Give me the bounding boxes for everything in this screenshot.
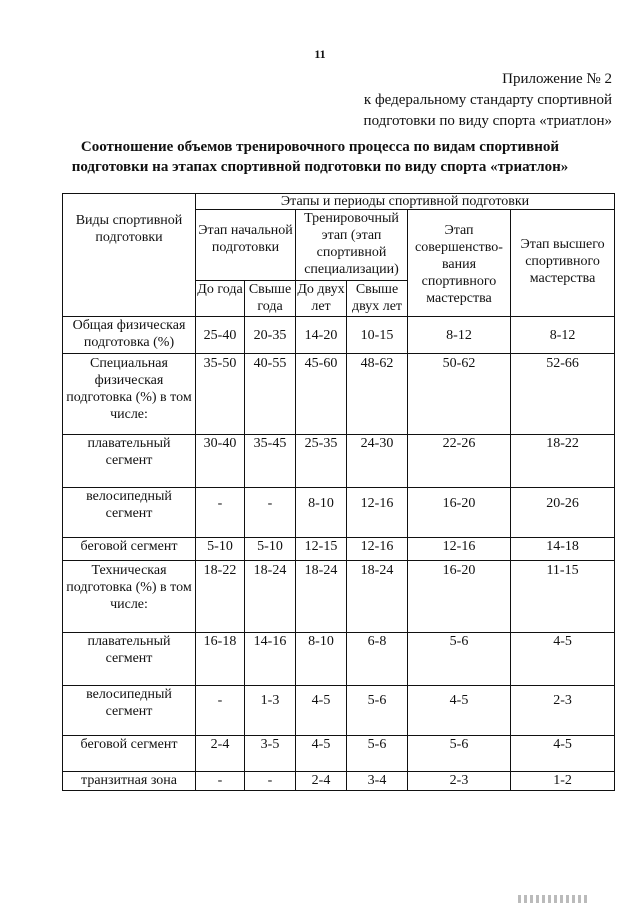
cell: 16-20 [408,561,511,633]
row-label: Специальная физическая подготовка (%) в том числе: [63,354,196,435]
cell: 6-8 [347,633,408,686]
table-row [63,538,615,561]
table-row [63,772,615,791]
cell: 18-22 [196,561,245,633]
cell: 14-20 [296,317,347,354]
cell: 5-6 [408,633,511,686]
cell: 8-10 [296,488,347,538]
cell: 3-5 [245,736,296,772]
appendix-line-3: подготовки по виду спорта «триатлон» [363,113,612,129]
page-number: 11 [314,47,326,61]
document-title [30,137,610,177]
cell: 50-62 [408,354,511,435]
header-initial-over-year: Свыше года [245,281,296,317]
cell: - [245,488,296,538]
cell: 4-5 [511,736,615,772]
header-stage-improvement: Этап совершенство-вания спортивного мастерства [408,210,511,317]
cell: 4-5 [296,686,347,736]
cell: - [196,772,245,791]
appendix-line-1: Приложение № 2 [502,71,612,87]
row-label: беговой сегмент [63,736,196,772]
cell: 18-24 [296,561,347,633]
cell: 16-18 [196,633,245,686]
cell: 30-40 [196,435,245,488]
row-label: беговой сегмент [63,538,196,561]
table-row [63,354,615,435]
table-row [63,488,615,538]
cell: 40-55 [245,354,296,435]
cell: - [196,488,245,538]
cell: 52-66 [511,354,615,435]
table-row [63,435,615,488]
header-stage-initial: Этап начальной подготовки [196,210,296,281]
cell: 14-18 [511,538,615,561]
cell: 5-6 [408,736,511,772]
table-row [63,561,615,633]
cell: - [196,686,245,736]
scan-edge-marks [518,890,638,898]
cell: 25-35 [296,435,347,488]
cell: 2-3 [511,686,615,736]
cell: 1-3 [245,686,296,736]
cell: 35-45 [245,435,296,488]
header-kinds: Виды спортивной подготовки [63,194,196,317]
cell: 20-35 [245,317,296,354]
cell: 4-5 [408,686,511,736]
cell: 8-12 [408,317,511,354]
cell: 48-62 [347,354,408,435]
cell: 45-60 [296,354,347,435]
training-volume-table [62,193,615,791]
cell: 20-26 [511,488,615,538]
cell: 35-50 [196,354,245,435]
table-row [63,686,615,736]
cell: 18-24 [347,561,408,633]
cell: 22-26 [408,435,511,488]
cell: 5-10 [196,538,245,561]
cell: 4-5 [511,633,615,686]
cell: 2-4 [196,736,245,772]
cell: 8-12 [511,317,615,354]
cell: 1-2 [511,772,615,791]
row-label: плавательный сегмент [63,633,196,686]
cell: 4-5 [296,736,347,772]
cell: 12-16 [347,488,408,538]
title-line-1: Соотношение объемов тренировочного процесса по видам спортивной [80,139,560,155]
cell: 18-22 [511,435,615,488]
cell: 11-15 [511,561,615,633]
cell: 2-4 [296,772,347,791]
cell: 14-16 [245,633,296,686]
cell: 12-16 [408,538,511,561]
cell: 5-10 [245,538,296,561]
cell: 12-16 [347,538,408,561]
cell: 12-15 [296,538,347,561]
cell: 16-20 [408,488,511,538]
cell: 8-10 [296,633,347,686]
header-stage-training: Тренировочный этап (этап спортивной специализации) [296,210,408,281]
row-label: Техническая подготовка (%) в том числе: [63,561,196,633]
cell: 10-15 [347,317,408,354]
header-stage-higher: Этап высшего спортивного мастерства [511,210,615,317]
row-label: плавательный сегмент [63,435,196,488]
title-line-2: подготовки на этапах спортивной подготовки по виду спорта «триатлон» [71,159,569,175]
cell: 3-4 [347,772,408,791]
cell: 5-6 [347,736,408,772]
cell: 5-6 [347,686,408,736]
header-stages: Этапы и периоды спортивной подготовки [196,194,615,210]
row-label: транзитная зона [63,772,196,791]
row-label: Общая физическая подготовка (%) [63,317,196,354]
cell: 24-30 [347,435,408,488]
table-row [63,317,615,354]
cell: 18-24 [245,561,296,633]
header-initial-up-to-year: До года [196,281,245,317]
header-training-over-two: Свыше двух лет [347,281,408,317]
cell: - [245,772,296,791]
cell: 25-40 [196,317,245,354]
table-row [63,736,615,772]
appendix-line-2: к федеральному стандарту спортивной [363,92,612,108]
table-row [63,633,615,686]
row-label: велосипедный сегмент [63,686,196,736]
cell: 2-3 [408,772,511,791]
row-label: велосипедный сегмент [63,488,196,538]
appendix-header [364,69,612,132]
header-training-up-to-two: До двух лет [296,281,347,317]
